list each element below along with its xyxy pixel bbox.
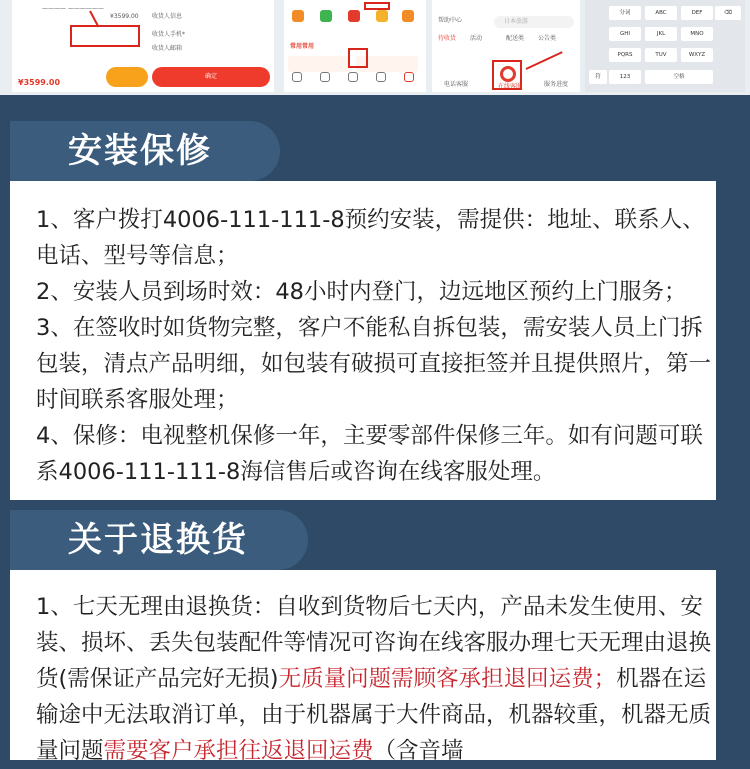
installation-item-4: 4、保修：电视整机保修一年，主要零部件保修三年。如有问题可联系4006-111-111-8海信售后或咨询在线客服处理。 (36, 423, 703, 485)
cart-tab-icon[interactable] (376, 72, 386, 82)
key[interactable]: JKL (645, 27, 677, 41)
highlight-box (364, 2, 390, 10)
key[interactable]: ABC (645, 6, 677, 20)
section-label: 常用常用 (290, 43, 315, 50)
online-service-label[interactable]: 在线客服 (498, 83, 523, 90)
installation-item-1: 1、客户拨打4006-111-111-8预约安装，需提供：地址、联系人、电话、型号等信息； (36, 207, 705, 269)
online-service-icon[interactable] (500, 66, 516, 82)
app-icon[interactable] (292, 10, 304, 22)
key[interactable]: 123 (609, 70, 641, 84)
returns-warning-text: 无质量问题需顾客承担退回运费； (278, 666, 617, 692)
service-progress-label[interactable]: 服务进度 (544, 81, 569, 88)
key[interactable]: PQRS (609, 48, 641, 62)
returns-text-part2: 机器在运输途中无法取消订单，由于机器属于大件商品，机器较重，机器无质量问题 (36, 666, 712, 764)
phone-service-label[interactable]: 电话客服 (444, 81, 469, 88)
order-form-screenshot: ———— —————— ¥3599.00 收货人信息 收货人手机* 收货人邮箱 ¥3599.00 确定 (12, 0, 274, 92)
app-icon[interactable] (376, 10, 388, 22)
help-center-screenshot (432, 0, 580, 92)
receiver-info-label: 收货人信息 (152, 13, 183, 20)
search-input[interactable]: 日本旅游 (494, 16, 574, 28)
key[interactable]: WXYZ (681, 48, 713, 62)
discover-tab-icon[interactable] (348, 72, 358, 82)
installation-card (10, 181, 716, 500)
category-tab-icon[interactable] (320, 72, 330, 82)
space-key[interactable]: 空格 (645, 70, 713, 84)
app-icon[interactable] (320, 10, 332, 22)
app-home-screenshot (284, 0, 426, 92)
app-icon[interactable] (402, 10, 414, 22)
add-cart-button[interactable] (106, 67, 148, 87)
profile-tab-icon[interactable] (404, 72, 414, 82)
installation-item-3: 3、在签收时如货物完整，客户不能私自拆包装，需安装人员上门拆包装，清点产品明细，如包装有破损可直接拒签并且提供照片，第一时间联系客服处理； (36, 315, 712, 413)
highlight-box (70, 25, 140, 47)
help-center-title: 帮助中心 (438, 17, 463, 24)
section-title-installation: 安装保修 (10, 121, 280, 181)
confirm-button[interactable]: 确定 (152, 67, 270, 87)
backspace-key[interactable]: ⌫ (715, 6, 741, 20)
key[interactable]: GHI (609, 27, 641, 41)
returns-text (36, 589, 712, 769)
tab-notice[interactable]: 公告类 (538, 35, 557, 42)
installation-item-2: 2、安装人员到场时效：48小时内登门，边远地区预约上门服务； (36, 279, 687, 305)
keyboard-screenshot (585, 0, 745, 92)
tab-activity[interactable]: 活动 (470, 35, 483, 42)
tab-delivery[interactable]: 配送类 (506, 35, 525, 42)
price-text: ¥3599.00 (18, 78, 61, 87)
returns-card (10, 570, 716, 764)
returns-warning-text-2: 需要客户承担往返退回运费 (103, 738, 374, 764)
key[interactable]: 分词 (609, 6, 641, 20)
returns-text-part3: （含音墙 (373, 738, 464, 764)
pointer-arrow (526, 51, 563, 70)
home-tab-icon[interactable] (292, 72, 302, 82)
highlight-price-text: ¥3599.00 (110, 13, 139, 20)
receiver-phone-label: 收货人手机* (152, 31, 186, 38)
section-title-returns: 关于退换货 (10, 510, 308, 570)
key[interactable]: MNO (681, 27, 713, 41)
key[interactable]: TUV (645, 48, 677, 62)
installation-text (36, 202, 712, 490)
highlight-box (348, 48, 368, 68)
key[interactable]: 符 (589, 70, 607, 84)
tab-pending[interactable]: 待收货 (438, 35, 457, 42)
promo-card[interactable] (288, 56, 350, 72)
app-icon[interactable] (348, 10, 360, 22)
receiver-email-label: 收货人邮箱 (152, 45, 183, 52)
instruction-screenshots-strip (0, 0, 750, 95)
returns-text-part1: 1、七天无理由退换货：自收到货物后七天内，产品未发生使用、安装、损坏、丢失包装配件等情况可咨询在线客服办理七天无理由退换货(需保证产品完好无损) (36, 594, 712, 692)
key[interactable]: DEF (681, 6, 713, 20)
